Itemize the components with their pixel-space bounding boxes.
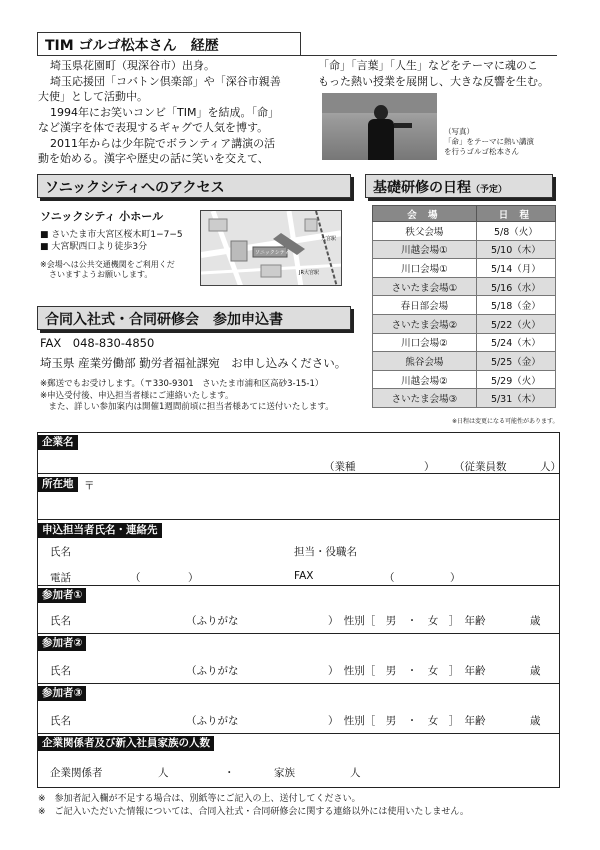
map-label-station: JR大宮駅: [299, 270, 319, 276]
contact-name-label: 氏名: [50, 546, 71, 558]
destination: 埼玉県 産業労働部 勤労者福祉課宛 お申し込みください。: [40, 356, 347, 370]
col-venue: 会 場: [373, 206, 477, 222]
company-staff-field[interactable]: [118, 762, 158, 778]
position-label: 担当・役職名: [294, 546, 357, 558]
profile-heading: TIM ゴルゴ松本さん 経歴: [37, 32, 301, 56]
application-form: [37, 432, 560, 788]
tel-open: （: [130, 572, 141, 584]
tel-close: ）: [188, 572, 199, 584]
profile-text-right: 「命」「言葉」「人生」などをテーマに魂のこ もった熱い授業を展開し、大きな反響を生む。: [318, 59, 549, 88]
participant-1-age-unit: 歳: [530, 615, 541, 627]
table-row: 春日部会場 5/18（金）: [373, 296, 556, 315]
table-row: 川口会場② 5/24（木）: [373, 333, 556, 352]
bullet-icon: ■: [40, 230, 49, 240]
company-staff-label: 企業関係者: [50, 767, 103, 779]
participant-2-label: 参加者②: [38, 636, 86, 651]
venue-name: ソニックシティ 小ホール: [40, 210, 164, 223]
fax-number: FAX 048-830-4850: [40, 336, 155, 350]
speaker-photo: [322, 93, 437, 160]
participant-3-label: 参加者③: [38, 686, 86, 701]
industry-label: （業種: [324, 461, 356, 473]
employees-unit: 人）: [540, 461, 561, 473]
schedule-table: [372, 205, 556, 408]
schedule-heading: 基礎研修の日程（予定）: [365, 174, 553, 198]
company-staff-unit: 人: [158, 767, 169, 779]
participant-1-label: 参加者①: [38, 588, 86, 603]
table-row: 川越会場② 5/29（火）: [373, 370, 556, 389]
participant-3-gender-age: ） 性別［ 男 ・ 女 ］ 年齢: [328, 715, 486, 727]
industry-close: ）: [424, 461, 435, 473]
footer-note-1: ※ 参加者記入欄が不足する場合は、別紙等にご記入の上、送付してください。: [38, 794, 361, 804]
table-row: 川口会場① 5/14（月）: [373, 259, 556, 278]
access-map: [200, 210, 342, 286]
participant-2-name-field[interactable]: [78, 659, 178, 677]
family-unit: 人: [350, 767, 361, 779]
access-info: ■ さいたま市大宮区桜木町1−7−5 ■ 大宮駅西口より徒歩3分: [40, 230, 183, 252]
family-field[interactable]: [302, 762, 342, 778]
participant-1-name-label: 氏名: [50, 615, 71, 627]
participant-1-gender-age: ） 性別［ 男 ・ 女 ］ 年齢: [328, 615, 486, 627]
tel-field[interactable]: [78, 567, 268, 583]
participant-1-furigana: （ふりがな: [186, 615, 239, 627]
col-date: 日 程: [476, 206, 555, 222]
photo-caption: （写真） 「命」をテーマに熱い講演 を行うゴルゴ松本さん: [444, 127, 534, 156]
table-row: さいたま会場① 5/16（水）: [373, 277, 556, 296]
family-count-label: 企業関係者及び新入社員家族の人数: [38, 736, 214, 751]
profile-text: 埼玉県花園町（現深谷市）出身。 埼玉応援団「コバトン倶楽部」や「深谷市親善 大使」として活動中。 1994年にお笑いコンビ「TIM」を結成。「命」 など漢字を体で表現するギャグで人気を博す。 2011年からは少年院でボランティア講演の活 動を始める。漢字や歴史の話に笑いを交えて、: [38, 59, 281, 165]
address-field[interactable]: [38, 493, 559, 517]
footer-note-2: ※ ご記入いただいた情報については、合同入社式・合同研修会に関する連絡以外には使用いたしません。: [38, 807, 469, 817]
participant-2-name-label: 氏名: [50, 665, 71, 677]
fax-label: FAX: [294, 570, 314, 582]
fax-field[interactable]: [328, 567, 528, 583]
table-row: 熊谷会場 5/25（金）: [373, 352, 556, 371]
participant-2-age-unit: 歳: [530, 665, 541, 677]
address-label: 所在地: [38, 477, 78, 492]
fax-close: ）: [450, 572, 461, 584]
participant-3-age-unit: 歳: [530, 715, 541, 727]
divider: [37, 55, 557, 56]
contact-name-field[interactable]: [78, 541, 278, 557]
table-row: さいたま会場③ 5/31（木）: [373, 389, 556, 408]
map-label-omiya: 大宮駅: [321, 236, 337, 242]
postal-mark: 〒: [84, 480, 95, 492]
contact-label: 申込担当者氏名・連絡先: [38, 523, 162, 538]
table-row: 川越会場① 5/10（木）: [373, 240, 556, 259]
participant-2-gender-age: ） 性別［ 男 ・ 女 ］ 年齢: [328, 665, 486, 677]
schedule-footnote: ※日程は変更になる可能性があります。: [452, 418, 559, 425]
access-heading: ソニックシティへのアクセス: [37, 174, 351, 198]
separator-dot: ・: [224, 767, 235, 779]
application-heading: 合同入社式・合同研修会 参加申込書: [37, 306, 351, 330]
bullet-icon: ■: [40, 242, 49, 252]
tel-label: 電話: [50, 572, 71, 584]
access-note: ※会場へは公共交通機関をご利用くだ さいますようお願いします。: [40, 260, 175, 279]
map-label-sonic: ソニックシティ: [255, 250, 290, 256]
table-row: 秩父会場 5/8（火）: [373, 222, 556, 241]
family-label: 家族: [274, 767, 295, 779]
application-notes: ※郵送でもお受けします。（〒330-9301 さいたま市浦和区高砂3-15-1） ※申込受付後、申込担当者様にご連絡いたします。 また、詳しい参加案内は開催1週間前頃に担当者様あてに送付いたします。: [40, 379, 334, 412]
fax-open: （: [384, 572, 395, 584]
participant-3-name-field[interactable]: [78, 709, 178, 727]
participant-3-name-label: 氏名: [50, 715, 71, 727]
table-row: さいたま会場② 5/22（火）: [373, 314, 556, 333]
participant-2-furigana: （ふりがな: [186, 665, 239, 677]
company-label: 企業名: [38, 435, 78, 450]
participant-1-name-field[interactable]: [78, 609, 178, 627]
employees-label: （従業員数: [454, 461, 507, 473]
position-field[interactable]: [368, 541, 548, 557]
participant-3-furigana: （ふりがな: [186, 715, 239, 727]
